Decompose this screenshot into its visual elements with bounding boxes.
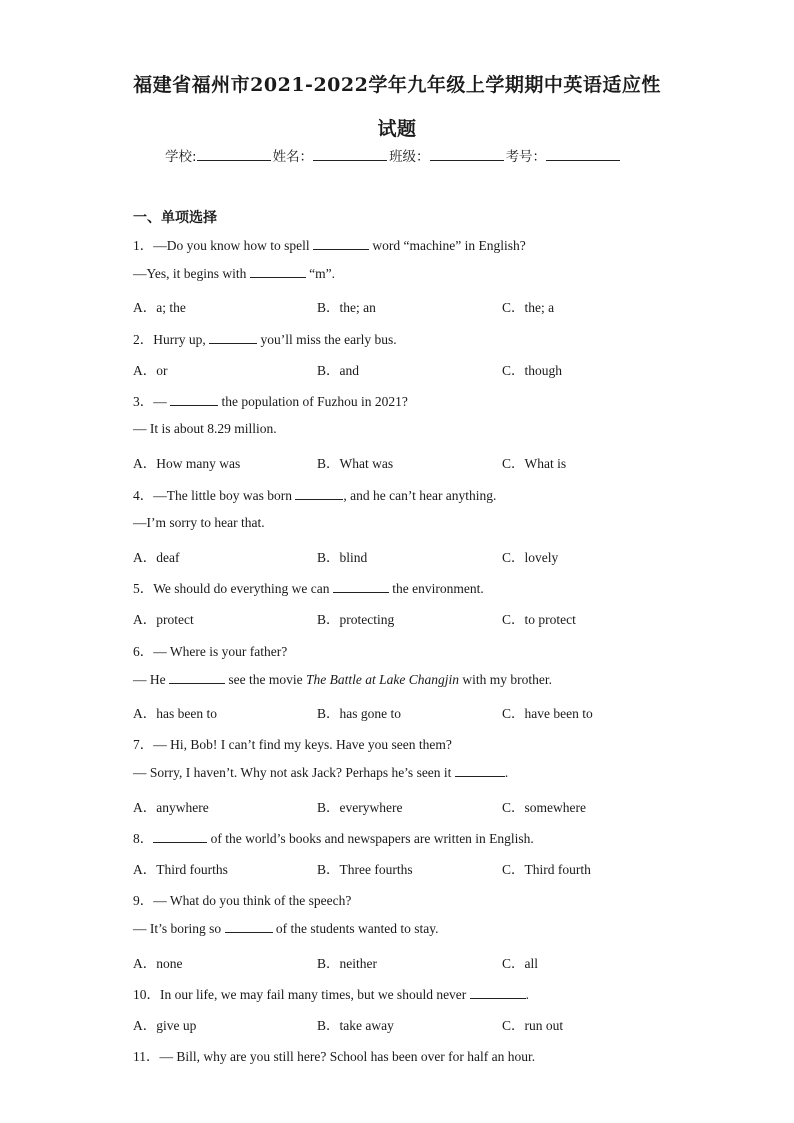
answer-blank xyxy=(153,830,207,843)
q6-option-b: B．has gone to xyxy=(317,706,401,721)
question-8-stem: 8． of the world’s books and newspapers are written in English. xyxy=(133,831,534,846)
student-info-row xyxy=(165,145,622,165)
question-10-stem: 10．In our life, we may fail many times, but we should never . xyxy=(133,987,530,1002)
question-7-stem: 7．— Hi, Bob! I can’t find my keys. Have you seen them? xyxy=(133,737,452,752)
q2-option-a: A．or xyxy=(133,363,168,378)
q9-option-a: A．none xyxy=(133,956,183,971)
q6-option-c: C．have been to xyxy=(502,706,593,721)
q8-option-a: A．Third fourths xyxy=(133,862,228,877)
q4-option-a: A．deaf xyxy=(133,550,180,565)
class-blank xyxy=(430,146,504,161)
question-6-stem: 6．— Where is your father? xyxy=(133,644,288,659)
q2-option-b: B．and xyxy=(317,363,359,378)
movie-title: The Battle at Lake Changjin xyxy=(305,672,459,687)
q8-option-c: C．Third fourth xyxy=(502,862,591,877)
question-4-stem: 4．—The little boy was born , and he can’t hear anything. xyxy=(133,488,497,503)
answer-blank xyxy=(170,393,218,406)
question-9-stem: 9．— What do you think of the speech? xyxy=(133,893,352,908)
question-9-line2: — It’s boring so of the students wanted to stay. xyxy=(133,921,439,936)
answer-blank xyxy=(295,487,343,500)
q8-option-b: B．Three fourths xyxy=(317,862,413,877)
q5-option-a: A．protect xyxy=(133,612,194,627)
q10-option-b: B．take away xyxy=(317,1018,394,1033)
answer-blank xyxy=(470,986,526,999)
q4-option-b: B．blind xyxy=(317,550,368,565)
question-4-line2: —I’m sorry to hear that. xyxy=(133,515,265,530)
q9-option-c: C．all xyxy=(502,956,538,971)
name-blank xyxy=(313,146,387,161)
q2-option-c: C．though xyxy=(502,363,563,378)
q4-option-c: C．lovely xyxy=(502,550,559,565)
name-label: 姓名： xyxy=(272,149,314,165)
class-label: 班级： xyxy=(389,149,430,165)
question-2-stem: 2．Hurry up, you’ll miss the early bus. xyxy=(133,332,397,347)
q7-option-b: B．everywhere xyxy=(317,800,403,815)
question-1-line2: —Yes, it begins with “m”. xyxy=(133,266,336,281)
question-11-stem: 11．— Bill, why are you still here? School has been over for half an hour. xyxy=(133,1049,536,1064)
q6-option-a: A．has been to xyxy=(133,706,217,721)
answer-blank xyxy=(169,671,225,684)
answer-blank xyxy=(333,580,389,593)
answer-blank xyxy=(313,237,369,250)
q1-option-a: A．a; the xyxy=(133,300,186,315)
q7-option-c: C．somewhere xyxy=(502,800,586,815)
q10-option-a: A．give up xyxy=(133,1018,197,1033)
number-blank xyxy=(546,146,620,161)
q5-option-b: B．protecting xyxy=(317,612,395,627)
school-blank xyxy=(197,146,271,161)
question-7-line2: — Sorry, I haven’t. Why not ask Jack? Perhaps he’s seen it . xyxy=(133,765,509,780)
q3-option-c: C．What is xyxy=(502,456,567,471)
answer-blank xyxy=(455,764,505,777)
question-1-stem: 1．—Do you know how to spell word “machine” in English? xyxy=(133,238,526,253)
number-label: 考号： xyxy=(505,149,547,165)
q3-option-b: B．What was xyxy=(317,456,394,471)
q9-option-b: B．neither xyxy=(317,956,377,971)
answer-blank xyxy=(209,331,257,344)
q10-option-c: C．run out xyxy=(502,1018,564,1033)
school-label: 学校: xyxy=(165,149,197,165)
q7-option-a: A．anywhere xyxy=(133,800,209,815)
section-title: 一、单项选择 xyxy=(133,210,217,226)
question-6-line2: — He see the movie The Battle at Lake Changjin with my brother. xyxy=(133,672,552,687)
question-3-line2: — It is about 8.29 million. xyxy=(133,421,277,436)
answer-blank xyxy=(225,920,273,933)
q5-option-c: C．to protect xyxy=(502,612,576,627)
answer-blank xyxy=(250,265,306,278)
doc-title-line1: 福建省福州市2021-2022学年九年级上学期期中英语适应性 xyxy=(133,74,661,96)
q1-option-b: B．the; an xyxy=(317,300,376,315)
q1-option-c: C．the; a xyxy=(502,300,555,315)
q3-option-a: A．How many was xyxy=(133,456,241,471)
doc-title-line2: 试题 xyxy=(377,118,417,140)
question-5-stem: 5．We should do everything we can the environment. xyxy=(133,581,484,596)
question-3-stem: 3．— the population of Fuzhou in 2021? xyxy=(133,394,408,409)
